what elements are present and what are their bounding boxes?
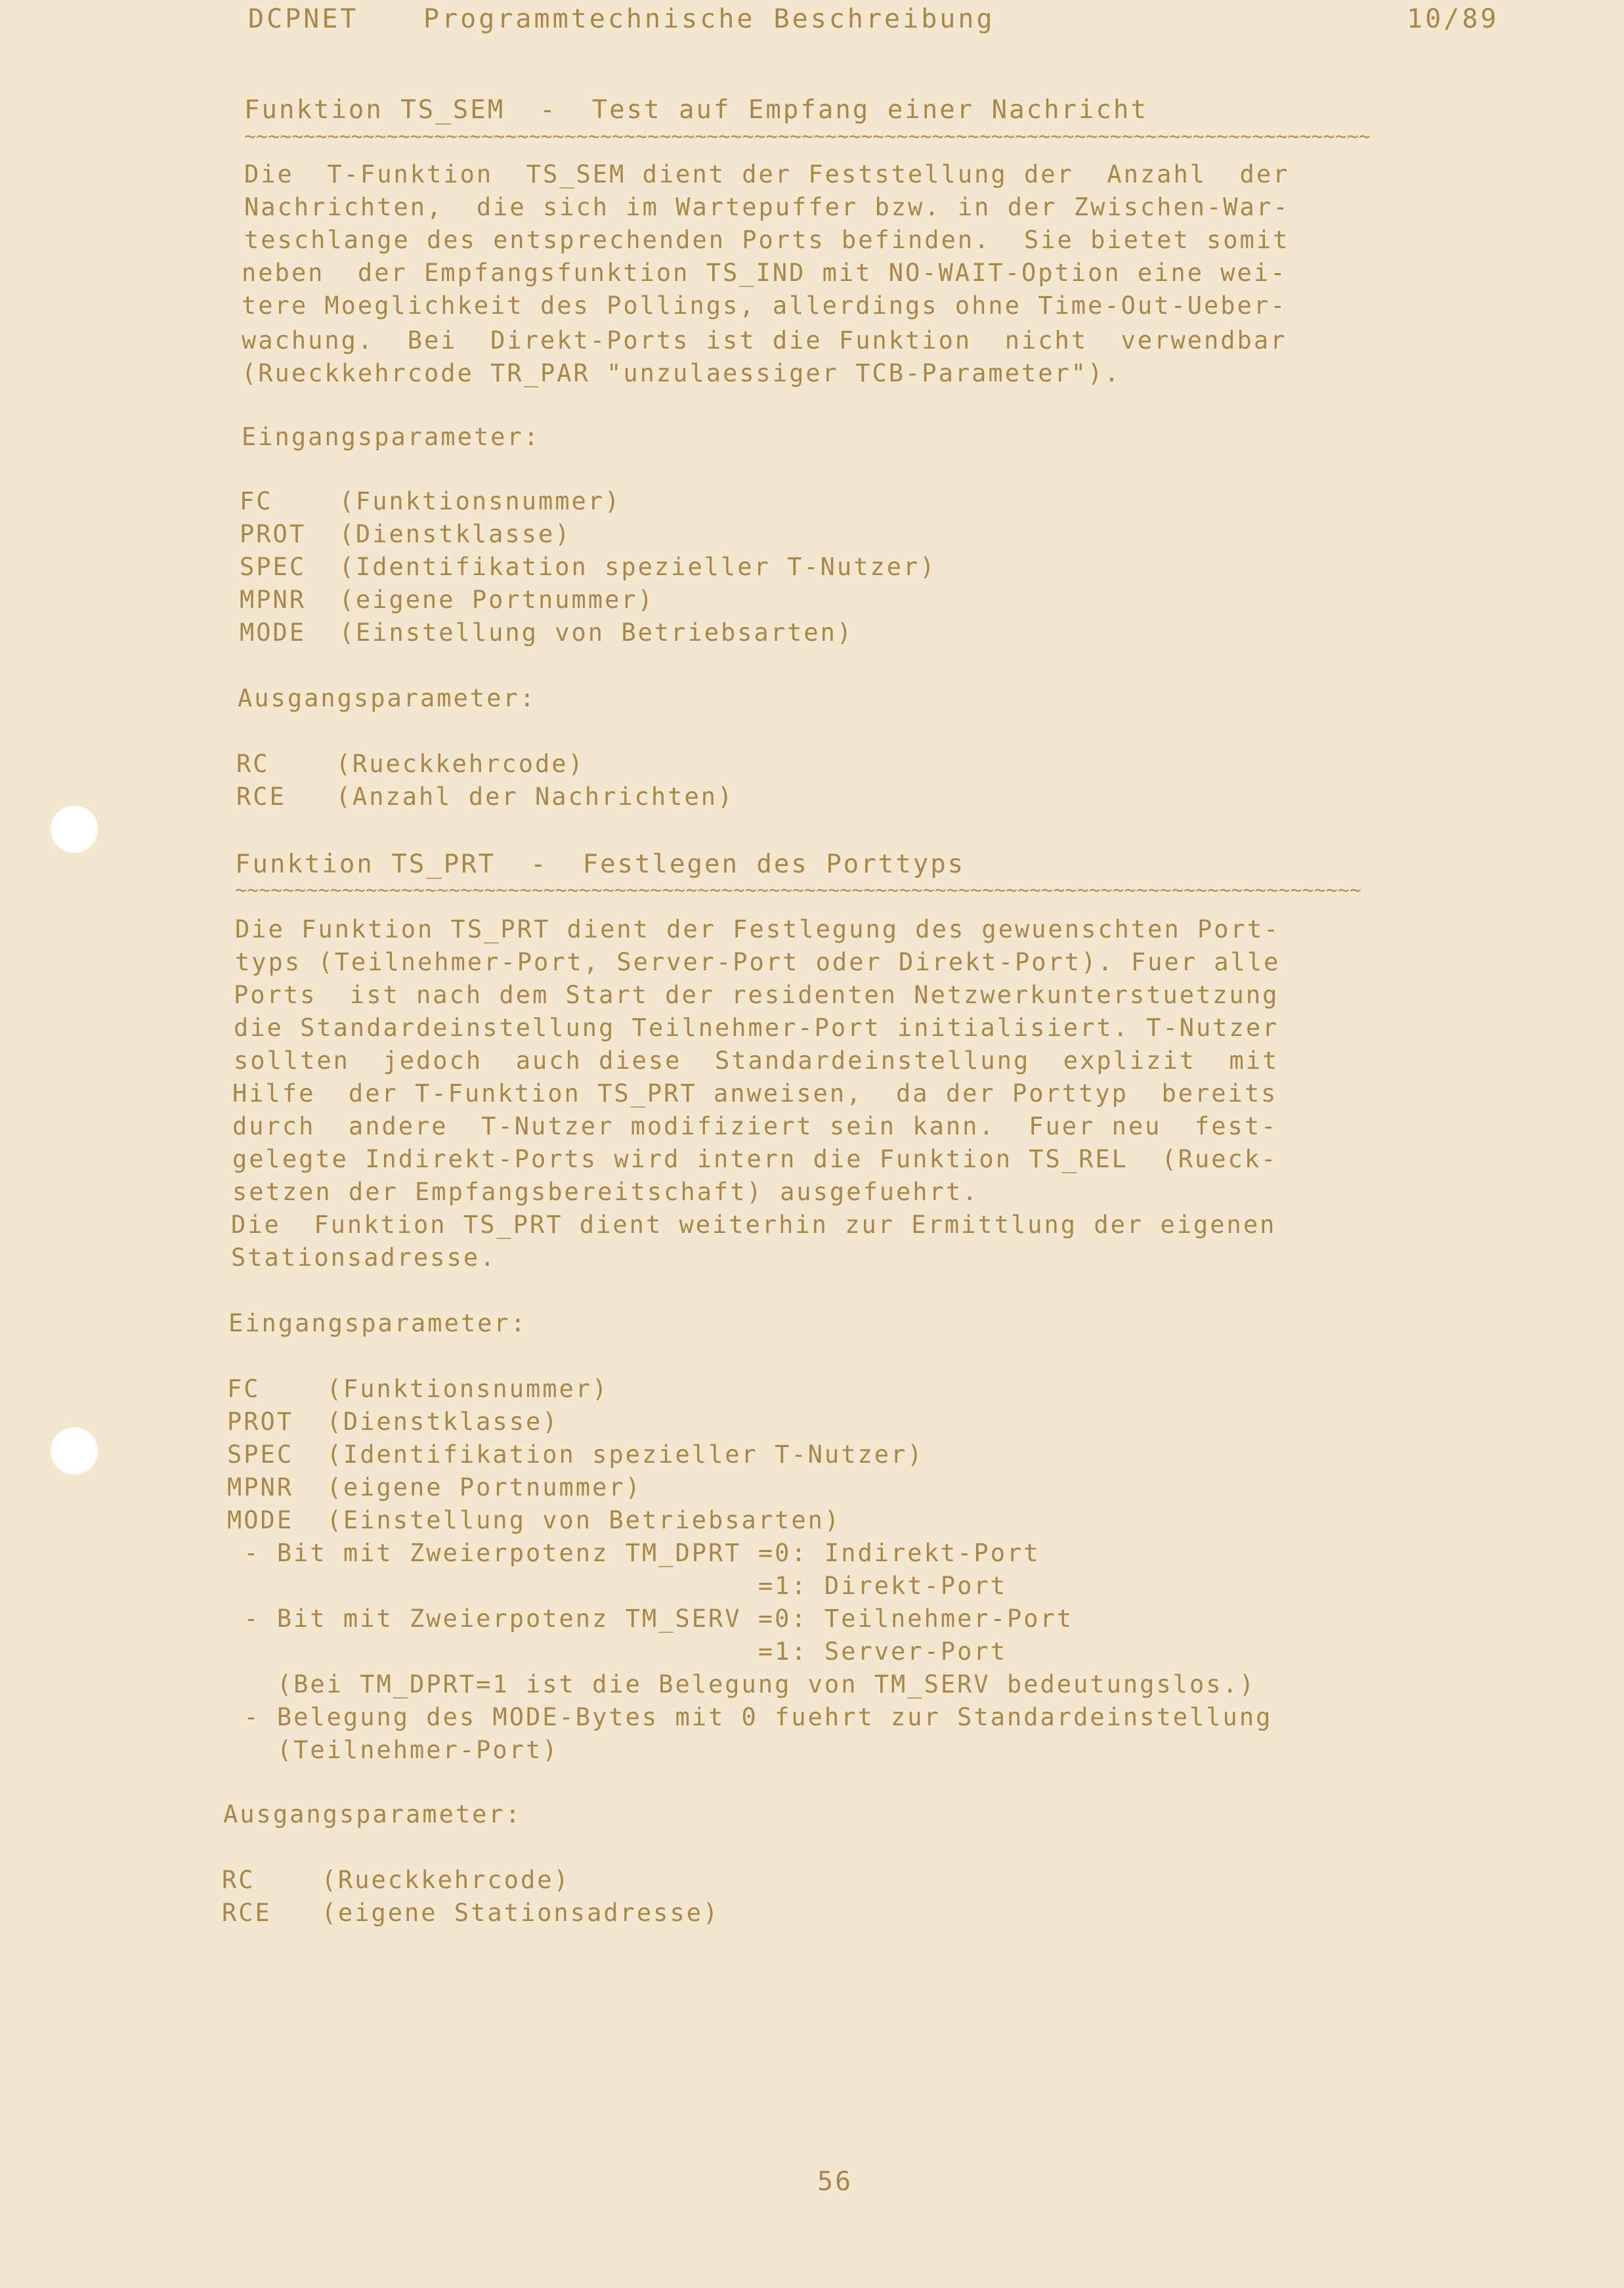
- section2-body-line: setzen der Empfangsbereitschaft) ausgefuehrt.: [232, 1178, 979, 1206]
- section2-input-param: - Bit mit Zweierpotenz TM_SERV =0: Teilnehmer-Port: [227, 1605, 1074, 1633]
- section1-body-line: wachung. Bei Direkt-Ports ist die Funktion nicht verwendbar: [242, 326, 1287, 355]
- section1-body-line: tere Moeglichkeit des Pollings, allerdings ohne Time-Out-Ueber-: [242, 291, 1287, 320]
- section2-output-param: RCE (eigene Stationsadresse): [222, 1899, 720, 1927]
- header-date: 10/89: [1407, 4, 1499, 34]
- section1-input-label: Eingangsparameter:: [242, 423, 540, 451]
- section2-body-line: durch andere T-Nutzer modifiziert sein kann. Fuer neu fest-: [232, 1112, 1278, 1140]
- section1-input-param: SPEC (Identifikation spezieller T-Nutzer): [240, 553, 937, 581]
- section1-input-param: MODE (Einstellung von Betriebsarten): [240, 618, 854, 647]
- header-doc-title: Programmtechnische Beschreibung: [423, 4, 995, 34]
- section2-input-param: =1: Server-Port: [227, 1637, 1007, 1666]
- section1-input-param: FC (Funktionsnummer): [240, 487, 622, 515]
- punch-hole-lower: [51, 1427, 98, 1475]
- section1-underline: ~~~~~~~~~~~~~~~~~~~~~~~~~~~~~~~~~~~~~~~~~~~~~~~~~~~~~~~~~~~~~~~~~~~~~~~~~~~~~~~~~~~~~~~~~~~~~~~: [244, 125, 1371, 148]
- section2-input-label: Eingangsparameter:: [228, 1309, 527, 1337]
- section2-output-label: Ausgangsparameter:: [223, 1800, 522, 1828]
- section2-body-line: Ports ist nach dem Start der residenten Netzwerkunterstuetzung: [234, 981, 1279, 1009]
- page-number: 56: [817, 2167, 853, 2197]
- section2-input-param: =1: Direkt-Port: [227, 1572, 1007, 1600]
- section1-body-line: (Rueckkehrcode TR_PAR "unzulaessiger TCB-Parameter").: [242, 359, 1121, 387]
- section1-body-line: neben der Empfangsfunktion TS_IND mit NO-WAIT-Option eine wei-: [242, 259, 1287, 287]
- section2-input-param: SPEC (Identifikation spezieller T-Nutzer): [227, 1440, 924, 1469]
- section1-output-label: Ausgangsparameter:: [238, 684, 536, 712]
- section1-body-line: Die T-Funktion TS_SEM dient der Feststellung der Anzahl der: [244, 160, 1290, 188]
- section2-body-line: Stationsadresse.: [231, 1243, 497, 1272]
- section1-body-line: teschlange des entsprechenden Ports befinden. Sie bietet somit: [244, 226, 1290, 254]
- section2-body-line: Hilfe der T-Funktion TS_PRT anweisen, da der Porttyp bereits: [232, 1079, 1278, 1108]
- section2-input-param: (Bei TM_DPRT=1 ist die Belegung von TM_SERV bedeutungslos.): [227, 1670, 1256, 1698]
- section1-input-param: PROT (Dienstklasse): [240, 520, 572, 548]
- section2-input-param: PROT (Dienstklasse): [227, 1408, 559, 1436]
- section1-heading: Funktion TS_SEM - Test auf Empfang einer Nachricht: [244, 95, 1148, 125]
- section2-heading: Funktion TS_PRT - Festlegen des Porttyps: [235, 850, 966, 879]
- section2-input-param: - Belegung des MODE-Bytes mit 0 fuehrt zur Standardeinstellung: [227, 1703, 1273, 1731]
- section2-body-line: gelegte Indirekt-Ports wird intern die Funktion TS_REL (Rueck-: [232, 1145, 1278, 1173]
- section2-body-line: typs (Teilnehmer-Port, Server-Port oder Direkt-Port). Fuer alle: [235, 948, 1281, 976]
- section2-input-param: (Teilnehmer-Port): [227, 1736, 559, 1764]
- section1-input-param: MPNR (eigene Portnummer): [240, 586, 654, 614]
- section1-output-param: RC (Rueckkehrcode): [236, 750, 585, 778]
- section2-output-param: RC (Rueckkehrcode): [222, 1866, 570, 1894]
- section2-input-param: MPNR (eigene Portnummer): [227, 1473, 642, 1501]
- section2-input-param: MODE (Einstellung von Betriebsarten): [227, 1506, 842, 1534]
- punch-hole-upper: [51, 806, 98, 853]
- section1-body-line: Nachrichten, die sich im Wartepuffer bzw. in der Zwischen-War-: [244, 193, 1290, 221]
- header-system: DCPNET: [248, 4, 359, 34]
- section2-body-line: Die Funktion TS_PRT dient weiterhin zur Ermittlung der eigenen: [231, 1211, 1277, 1239]
- section2-input-param: FC (Funktionsnummer): [227, 1375, 609, 1403]
- section1-output-param: RCE (Anzahl der Nachrichten): [236, 783, 735, 811]
- section2-body-line: sollten jedoch auch diese Standardeinstellung explizit mit: [234, 1047, 1279, 1075]
- section2-body-line: Die Funktion TS_PRT dient der Festlegung des gewuenschten Port-: [235, 915, 1281, 943]
- section2-underline: ~~~~~~~~~~~~~~~~~~~~~~~~~~~~~~~~~~~~~~~~~~~~~~~~~~~~~~~~~~~~~~~~~~~~~~~~~~~~~~~~~~~~~~~~~~~~~~~: [235, 879, 1361, 902]
- section2-body-line: die Standardeinstellung Teilnehmer-Port initialisiert. T-Nutzer: [234, 1014, 1279, 1042]
- section2-input-param: - Bit mit Zweierpotenz TM_DPRT =0: Indirekt-Port: [227, 1539, 1040, 1567]
